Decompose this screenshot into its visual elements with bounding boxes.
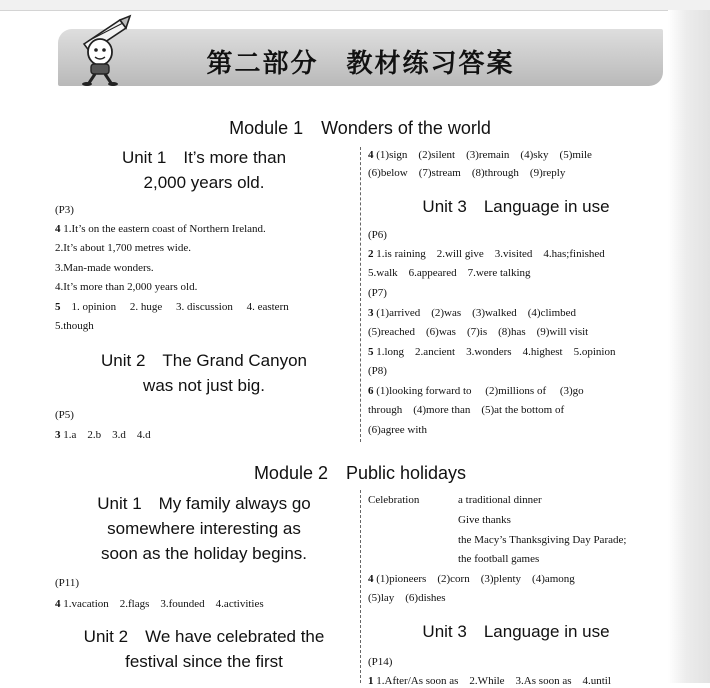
page-ref: (P3): [55, 204, 74, 216]
answer-line: 4 1.vacation 2.flags 3.founded 4.activities: [55, 598, 264, 610]
module-2-unit-1-title: [55, 491, 353, 566]
answer-line: (6)agree with: [368, 424, 427, 436]
pencil-mascot-icon: [70, 14, 134, 86]
page-ref: (P11): [55, 577, 80, 589]
answer-line: 3 (1)arrived (2)was (3)walked (4)climbed: [368, 307, 577, 319]
unit-title-line: Unit 1 It’s more than: [121, 148, 287, 167]
unit-title-line: Unit 2 The Grand Canyon: [101, 351, 307, 370]
unit-title-line: somewhere interesting as: [107, 519, 301, 538]
module-2-unit-3-title: Unit 3 Language in use: [422, 622, 610, 641]
unit-title-line: 2,000 years old.: [143, 173, 265, 192]
celebration-label: Celebration: [368, 494, 420, 506]
celebration-item: a traditional dinner: [458, 494, 542, 506]
column-divider: [360, 490, 361, 683]
unit-title-line: festival since the first: [125, 652, 283, 671]
answer-line: 4.It’s more than 2,000 years old.: [55, 281, 198, 293]
answer-line: 4 1.It’s on the eastern coast of Northern Ireland.: [55, 223, 266, 235]
section-title: 第二部分 教材练习答案: [206, 48, 515, 78]
unit-title-line: Unit 2 We have celebrated the: [83, 627, 325, 646]
answer-line: 4 (1)sign (2)silent (3)remain (4)sky (5)mile: [368, 149, 592, 161]
page-ref: (P6): [368, 229, 387, 241]
module-1-unit-1-title: [55, 145, 353, 195]
answer-line: through (4)more than (5)at the bottom of: [368, 404, 565, 416]
page-ref: (P5): [55, 409, 74, 421]
answer-line: (5)lay (6)dishes: [368, 592, 446, 604]
celebration-item: Give thanks: [458, 514, 511, 526]
answer-line: 5.though: [55, 320, 94, 332]
module-1-unit-3-title: Unit 3 Language in use: [422, 197, 610, 216]
answer-line: (5)reached (6)was (7)is (8)has (9)will visit: [368, 326, 589, 338]
unit-title-line: was not just big.: [143, 376, 265, 395]
module-1-title: Module 1 Wonders of the world: [229, 118, 491, 138]
page-edge-shadow: [668, 10, 710, 683]
celebration-item: the Macy’s Thanksgiving Day Parade;: [458, 534, 627, 546]
module-2-unit-2-title: [55, 624, 353, 674]
column-divider: [360, 147, 361, 442]
viewer-top-bar: [0, 0, 710, 11]
answer-line: 6 (1)looking forward to (2)millions of (3)go: [368, 385, 584, 397]
unit-title-line: Unit 1 My family always go: [97, 494, 311, 513]
answer-line: 3 1.a 2.b 3.d 4.d: [55, 429, 151, 441]
module-2-title: Module 2 Public holidays: [253, 463, 467, 483]
page-ref: (P14): [368, 656, 393, 668]
answer-line: (6)below (7)stream (8)through (9)reply: [368, 167, 566, 179]
unit-title-line: soon as the holiday begins.: [100, 544, 308, 563]
answer-line: 5 1.long 2.ancient 3.wonders 4.highest 5.opinion: [368, 346, 616, 358]
answer-line: 4 (1)pioneers (2)corn (3)plenty (4)among: [368, 573, 575, 585]
answer-line: 1 1.After/As soon as 2.While 3.As soon as 4.until: [368, 675, 611, 687]
celebration-item: the football games: [458, 553, 540, 565]
answer-line: 2.It’s about 1,700 metres wide.: [55, 242, 191, 254]
answer-line: 5 1. opinion 2. huge 3. discussion 4. eastern: [55, 301, 289, 313]
answer-line: 5.walk 6.appeared 7.were talking: [368, 267, 531, 279]
page-ref: (P8): [368, 365, 387, 377]
module-1-unit-2-title: [55, 348, 353, 398]
answer-line: 3.Man-made wonders.: [55, 262, 154, 274]
page-ref: (P7): [368, 287, 387, 299]
section-banner: [58, 29, 663, 86]
answer-line: 2 1.is raining 2.will give 3.visited 4.has;finished: [368, 248, 605, 260]
